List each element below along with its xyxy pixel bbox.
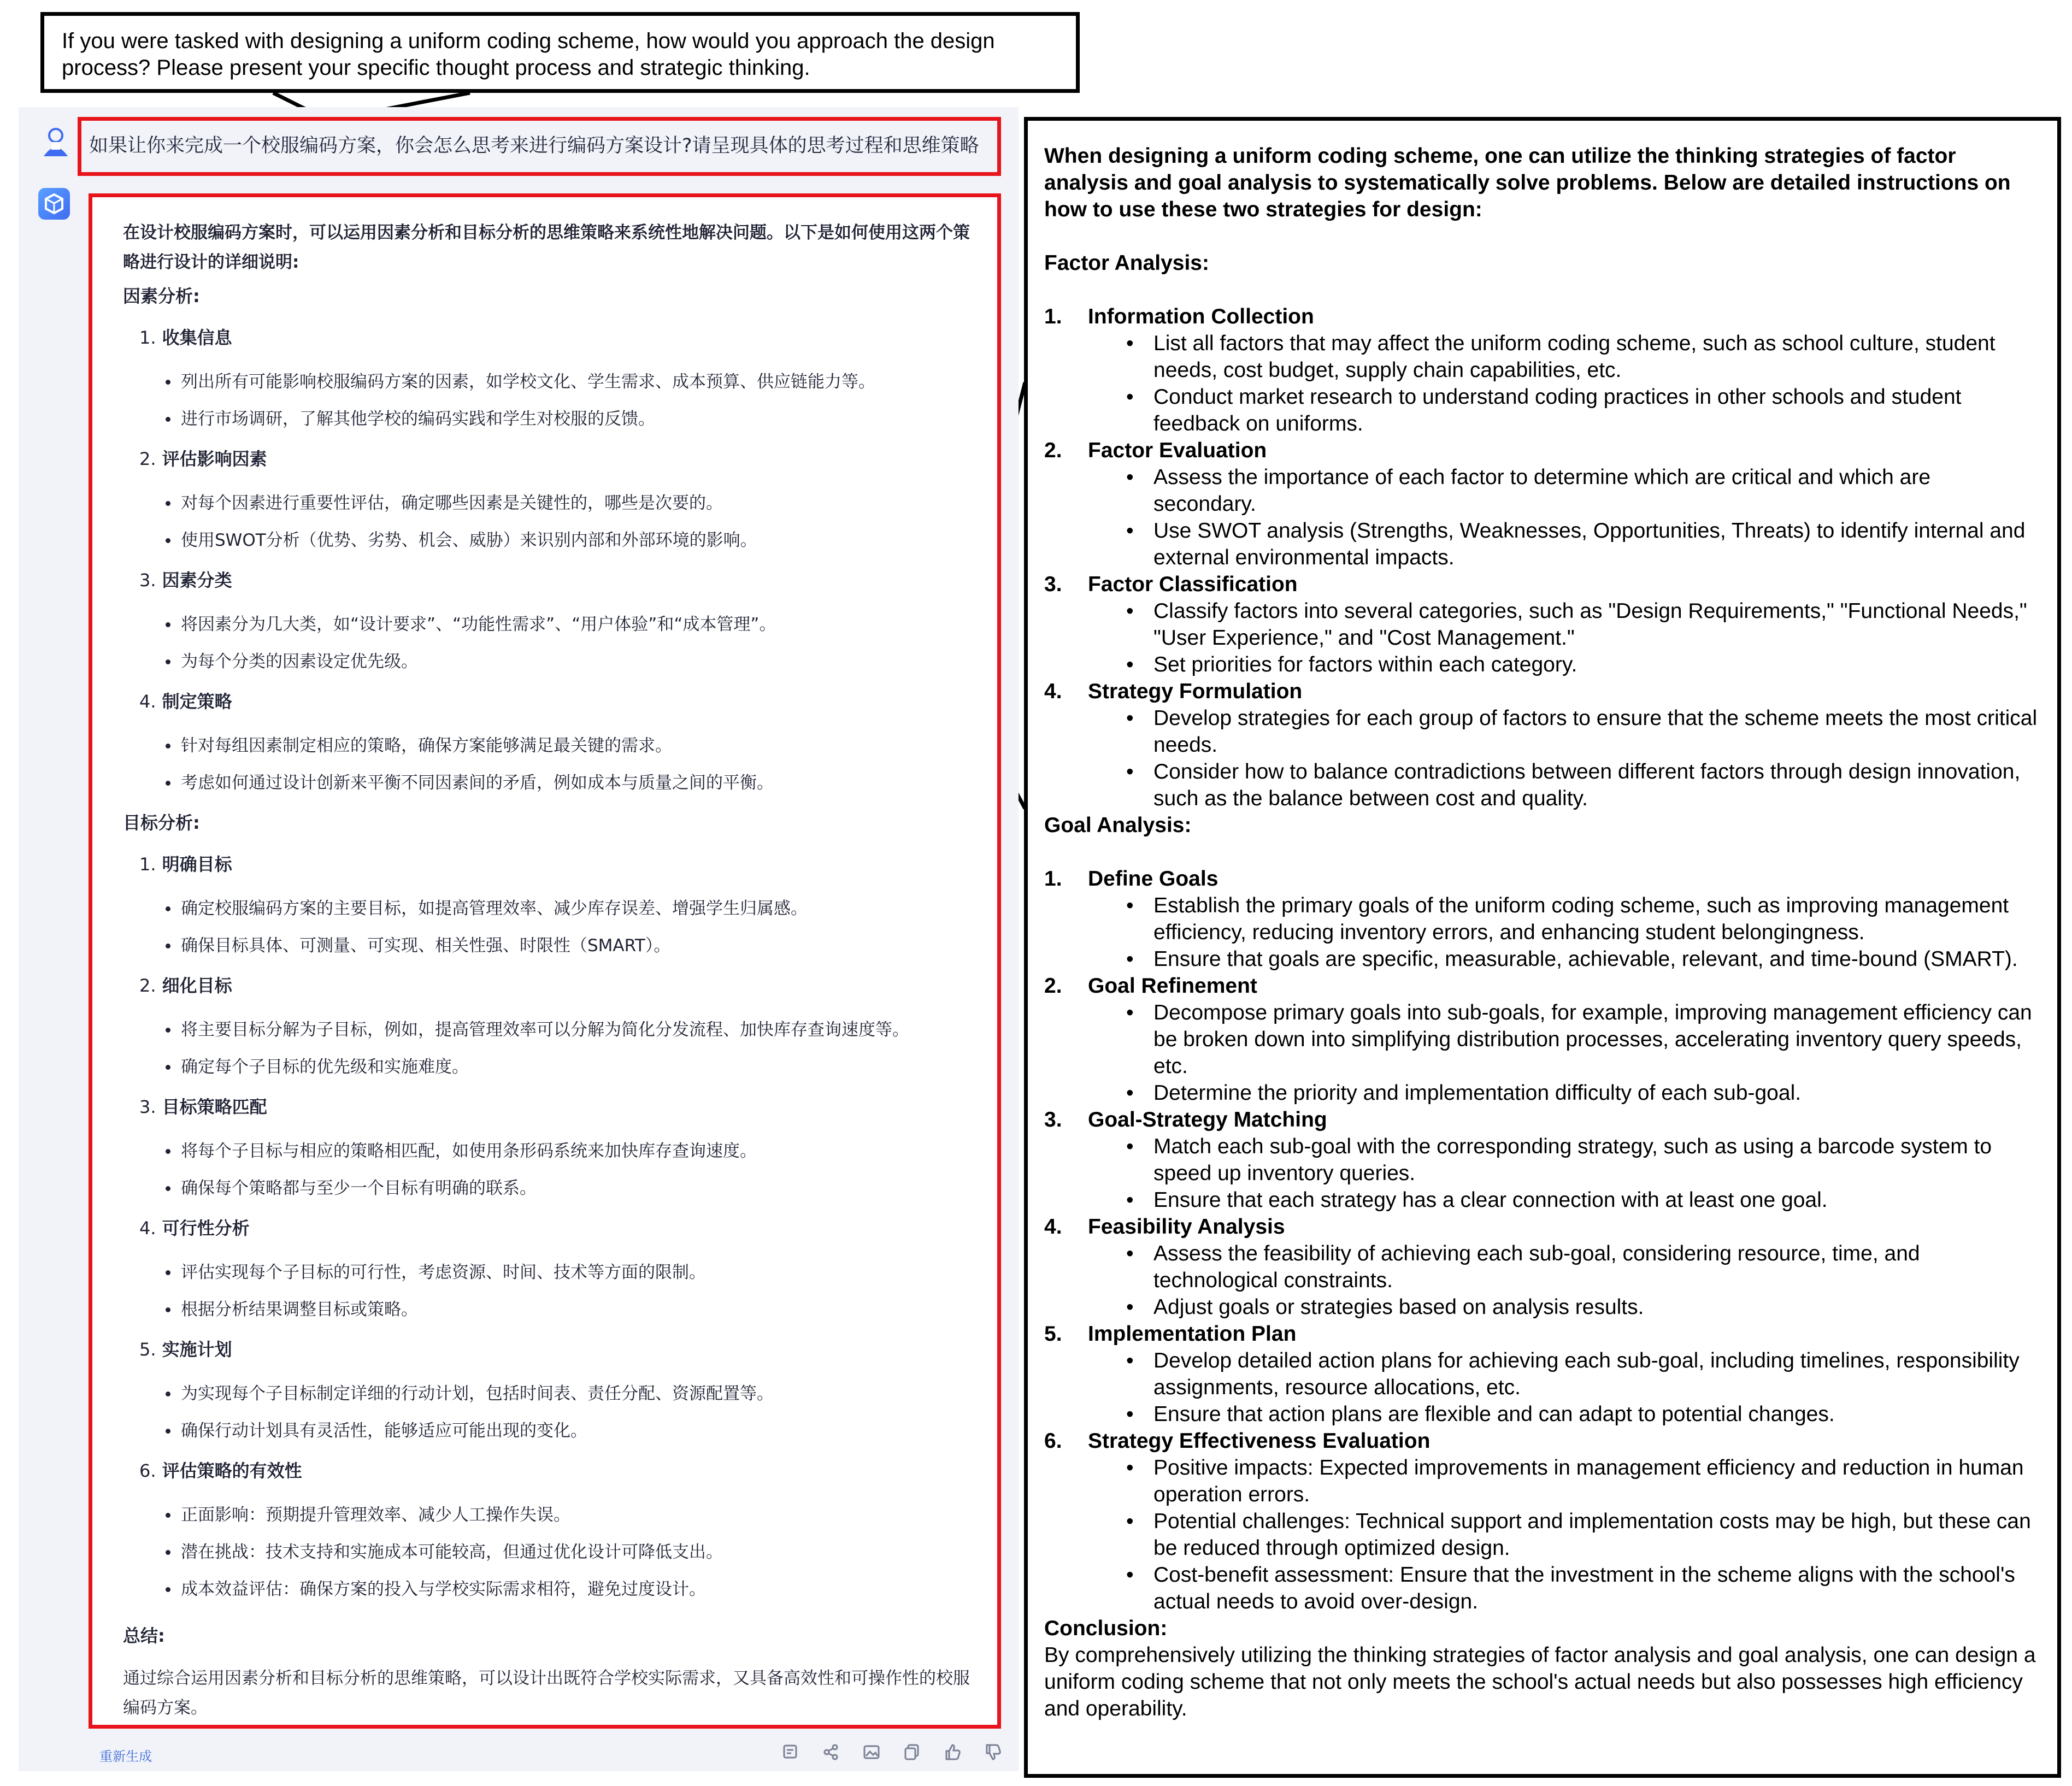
answer-item-number: 5. — [139, 1339, 156, 1360]
answer-item-title — [139, 851, 976, 876]
english-item-title — [1044, 571, 2039, 598]
answer-item-number: 1. — [139, 327, 156, 348]
answer-item-label: 因素分类 — [162, 570, 232, 591]
english-bullet-list — [1044, 1240, 2039, 1321]
english-bullet-list — [1044, 1454, 2039, 1615]
answer-bullet: 确定每个子目标的优先级和实施难度。 — [123, 1056, 976, 1078]
answer-item-title — [139, 567, 976, 592]
english-item-label: Factor Classification — [1088, 573, 1298, 596]
english-bullet: • Cost-benefit assessment: Ensure that the investment in the scheme aligns with the school's actual needs to avoid over-design. — [1044, 1561, 2039, 1615]
english-item-label: Strategy Effectiveness Evaluation — [1088, 1429, 1431, 1453]
answer-bullet: 根据分析结果调整目标或策略。 — [123, 1299, 976, 1321]
assistant-avatar-icon — [38, 188, 70, 220]
answer-bullet: 将主要目标分解为子目标，例如，提高管理效率可以分解为简化分发流程、加快库存查询速度等。 — [123, 1019, 976, 1041]
answer-item-title — [139, 324, 976, 349]
answer-item-label: 评估策略的有效性 — [162, 1460, 302, 1481]
english-bullet: • Match each sub-goal with the corresponding strategy, such as using a barcode system to speed up inventory queries. — [1044, 1133, 2039, 1187]
english-item-number: 1. — [1044, 867, 1062, 891]
answer-bullet: 潜在挑战：技术支持和实施成本可能较高，但通过优化设计可降低支出。 — [123, 1541, 976, 1563]
english-item-number: 1. — [1044, 305, 1062, 328]
english-intro: When designing a uniform coding scheme, one can utilize the thinking strategies of factor analysis and goal analysis to systematically solve problems. Below are detailed instructions on how to use these two strategies for design: — [1044, 144, 2011, 221]
english-bullet-list — [1044, 705, 2039, 812]
english-bullet: • Set priorities for factors within each category. — [1044, 651, 2039, 678]
answer-item-number: 6. — [139, 1460, 156, 1481]
english-item-label: Define Goals — [1088, 867, 1219, 891]
english-item-number: 4. — [1044, 680, 1062, 703]
english-item-number: 3. — [1044, 1108, 1062, 1131]
answer-item-title — [139, 1215, 976, 1240]
answer-bullet-list — [123, 1383, 976, 1442]
cube-icon — [38, 188, 70, 220]
english-bullet: • Conduct market research to understand coding practices in other schools and student feedback on uniforms. — [1044, 384, 2039, 437]
answer-item-label: 可行性分析 — [162, 1218, 250, 1239]
user-avatar-icon — [42, 126, 70, 157]
answer-bullet-list — [123, 1504, 976, 1600]
english-item-label: Feasibility Analysis — [1088, 1215, 1285, 1239]
answer-bullet: 为实现每个子目标制定详细的行动计划，包括时间表、责任分配、资源配置等。 — [123, 1383, 976, 1405]
english-bullet: • Positive impacts: Expected improvements in management efficiency and reduction in human operation errors. — [1044, 1454, 2039, 1508]
answer-item-number: 1. — [139, 854, 156, 875]
english-item-title — [1044, 678, 2039, 705]
english-bullet: • Develop strategies for each group of factors to ensure that the scheme meets the most critical needs. — [1044, 705, 2039, 758]
english-item-label: Goal-Strategy Matching — [1088, 1108, 1327, 1131]
english-bullet: • Use SWOT analysis (Strengths, Weaknesses, Opportunities, Threats) to identify internal and external environmental impacts. — [1044, 517, 2039, 571]
image-icon[interactable] — [862, 1743, 881, 1761]
answer-bullet: 将因素分为几大类，如“设计要求”、“功能性需求”、“用户体验”和“成本管理”。 — [123, 614, 976, 635]
share-icon[interactable] — [822, 1743, 840, 1761]
answer-bullet: 正面影响：预期提升管理效率、减少人工操作失误。 — [123, 1504, 976, 1526]
answer-bullet-list — [123, 1262, 976, 1321]
answer-bullet: 成本效益评估：确保方案的投入与学校实际需求相符，避免过度设计。 — [123, 1578, 976, 1600]
english-factor-items — [1044, 303, 2039, 812]
english-item-number: 3. — [1044, 573, 1062, 596]
english-goal-items — [1044, 865, 2039, 1615]
english-bullet: • Classify factors into several categories, such as "Design Requirements," "Functional Needs," "User Experience," and "Cost Management." — [1044, 598, 2039, 651]
english-bullet-list — [1044, 464, 2039, 571]
answer-item-number: 2. — [139, 975, 156, 996]
answer-item-number: 2. — [139, 449, 156, 469]
answer-bullet: 列出所有可能影响校服编码方案的因素，如学校文化、学生需求、成本预算、供应链能力等。 — [123, 371, 976, 393]
answer-item-label: 收集信息 — [162, 327, 232, 348]
factor-items — [123, 324, 976, 794]
thumbs-up-icon[interactable] — [943, 1743, 962, 1761]
english-item-title — [1044, 865, 2039, 892]
english-bullet: • List all factors that may affect the uniform coding scheme, such as school culture, student needs, cost budget, supply chain capabilities, etc. — [1044, 330, 2039, 384]
english-bullet-list — [1044, 598, 2039, 678]
goal-items — [123, 851, 976, 1600]
summary-title: 总结: — [123, 1625, 165, 1646]
user-message-bubble — [78, 117, 1001, 176]
answer-bullet: 对每个因素进行重要性评估，确定哪些因素是关键性的，哪些是次要的。 — [123, 492, 976, 514]
english-bullet-list — [1044, 892, 2039, 972]
factor-section-title: 因素分析: — [123, 286, 200, 306]
english-item-number: 5. — [1044, 1322, 1062, 1346]
english-item-number: 4. — [1044, 1215, 1062, 1239]
answer-item-number: 4. — [139, 691, 156, 712]
answer-bullet-list — [123, 614, 976, 673]
english-answer-box — [1024, 117, 2061, 1778]
answer-bullet: 将每个子目标与相应的策略相匹配，如使用条形码系统来加快库存查询速度。 — [123, 1140, 976, 1162]
english-item-label: Implementation Plan — [1088, 1322, 1297, 1346]
english-bullet: • Decompose primary goals into sub-goals, for example, improving management efficiency can be broken down into simplifying distribution processes, accelerating inventory query speeds, etc. — [1044, 999, 2039, 1080]
english-bullet: • Potential challenges: Technical support and implementation costs may be high, but these can be reduced through optimized design. — [1044, 1508, 2039, 1561]
answer-item-title — [139, 972, 976, 997]
message-action-bar — [781, 1738, 1011, 1766]
english-conclusion-text: By comprehensively utilizing the thinking strategies of factor analysis and goal analysis, one can design a uniform coding scheme that not only meets the school's actual needs but also possesses high efficiency and operability. — [1044, 1643, 2036, 1720]
answer-bullet: 评估实现每个子目标的可行性，考虑资源、时间、技术等方面的限制。 — [123, 1262, 976, 1283]
english-question-text: If you were tasked with designing a uniform coding scheme, how would you approach the design process? Please present your specific thought process and strategic thinking. — [62, 29, 995, 80]
english-item-title — [1044, 1106, 2039, 1133]
answer-bullet: 针对每组因素制定相应的策略，确保方案能够满足最关键的需求。 — [123, 735, 976, 757]
answer-item-number: 4. — [139, 1218, 156, 1239]
english-bullet-list — [1044, 330, 2039, 437]
answer-bullet-list — [123, 371, 976, 430]
answer-item-number: 3. — [139, 570, 156, 591]
assistant-answer-box — [89, 193, 1001, 1729]
answer-item-label: 制定策略 — [162, 691, 232, 712]
answer-bullet: 确定校服编码方案的主要目标，如提高管理效率、减少库存误差、增强学生归属感。 — [123, 898, 976, 919]
english-item-number: 2. — [1044, 439, 1062, 462]
answer-intro: 在设计校服编码方案时，可以运用因素分析和目标分析的思维策略来系统性地解决问题。以下是如何使用这两个策略进行设计的详细说明: — [123, 223, 970, 272]
answer-bullet: 进行市场调研，了解其他学校的编码实践和学生对校服的反馈。 — [123, 408, 976, 430]
answer-bullet: 使用SWOT分析（优势、劣势、机会、威胁）来识别内部和外部环境的影响。 — [123, 529, 976, 551]
english-bullet: • Assess the feasibility of achieving each sub-goal, considering resource, time, and technological constraints. — [1044, 1240, 2039, 1294]
answer-item-title — [139, 688, 976, 713]
summary-text: 通过综合运用因素分析和目标分析的思维策略，可以设计出既符合学校实际需求，又具备高效性和可操作性的校服编码方案。 — [123, 1669, 970, 1718]
english-item-title — [1044, 1428, 2039, 1454]
answer-bullet: 确保目标具体、可测量、可实现、相关性强、时限性（SMART）。 — [123, 935, 976, 957]
answer-bullet-list — [123, 898, 976, 957]
answer-bullet: 确保行动计划具有灵活性，能够适应可能出现的变化。 — [123, 1420, 976, 1442]
english-item-title — [1044, 1321, 2039, 1347]
answer-item-number: 3. — [139, 1097, 156, 1117]
duplicate-icon[interactable] — [903, 1743, 921, 1761]
answer-item-label: 评估影响因素 — [162, 449, 267, 469]
english-question-box — [40, 12, 1080, 93]
english-factor-title: Factor Analysis: — [1044, 251, 1209, 275]
english-bullet: • Ensure that each strategy has a clear connection with at least one goal. — [1044, 1187, 2039, 1213]
english-bullet: • Adjust goals or strategies based on analysis results. — [1044, 1294, 2039, 1321]
english-goal-title: Goal Analysis: — [1044, 814, 1192, 837]
english-item-title — [1044, 1213, 2039, 1240]
answer-item-label: 细化目标 — [162, 975, 232, 996]
goal-section-title: 目标分析: — [123, 812, 200, 833]
english-item-label: Information Collection — [1088, 305, 1314, 328]
english-item-title — [1044, 972, 2039, 999]
english-bullet: • Establish the primary goals of the uniform coding scheme, such as improving management efficiency, reducing inventory errors, and enhancing student belongingness. — [1044, 892, 2039, 946]
english-bullet-list — [1044, 1133, 2039, 1213]
english-item-label: Goal Refinement — [1088, 974, 1257, 998]
answer-bullet-list — [123, 735, 976, 794]
answer-item-title — [139, 445, 976, 470]
english-bullet-list — [1044, 1347, 2039, 1428]
answer-bullet-list — [123, 1019, 976, 1078]
english-bullet-list — [1044, 999, 2039, 1106]
english-bullet: • Develop detailed action plans for achieving each sub-goal, including timelines, responsibility assignments, resource allocations, etc. — [1044, 1347, 2039, 1401]
answer-item-title — [139, 1457, 976, 1482]
english-bullet: • Assess the importance of each factor to determine which are critical and which are secondary. — [1044, 464, 2039, 517]
english-item-label: Factor Evaluation — [1088, 439, 1267, 462]
english-item-label: Strategy Formulation — [1088, 680, 1303, 703]
answer-bullet-list — [123, 492, 976, 551]
answer-bullet-list — [123, 1140, 976, 1199]
english-bullet: • Determine the priority and implementation difficulty of each sub-goal. — [1044, 1080, 2039, 1106]
answer-item-label: 目标策略匹配 — [162, 1097, 267, 1117]
answer-item-label: 实施计划 — [162, 1339, 232, 1360]
english-item-number: 6. — [1044, 1429, 1062, 1453]
english-bullet: • Ensure that action plans are flexible and can adapt to potential changes. — [1044, 1401, 2039, 1428]
english-item-title — [1044, 437, 2039, 464]
english-conclusion-title: Conclusion: — [1044, 1617, 1168, 1640]
copy-icon[interactable] — [781, 1743, 800, 1761]
answer-item-label: 明确目标 — [162, 854, 232, 875]
user-message-text: 如果让你来完成一个校服编码方案，你会怎么思考来进行编码方案设计?请呈现具体的思考过程和思维策略 — [89, 135, 979, 157]
english-bullet: • Ensure that goals are specific, measurable, achievable, relevant, and time-bound (SMART). — [1044, 946, 2039, 972]
answer-bullet: 确保每个策略都与至少一个目标有明确的联系。 — [123, 1177, 976, 1199]
regenerate-button[interactable]: 重新生成 — [99, 1749, 152, 1764]
english-bullet: • Consider how to balance contradictions between different factors through design innovation, such as the balance between cost and quality. — [1044, 758, 2039, 812]
answer-item-title — [139, 1093, 976, 1118]
answer-item-title — [139, 1336, 976, 1361]
answer-bullet: 考虑如何通过设计创新来平衡不同因素间的矛盾，例如成本与质量之间的平衡。 — [123, 772, 976, 794]
answer-bullet: 为每个分类的因素设定优先级。 — [123, 651, 976, 673]
thumbs-down-icon[interactable] — [984, 1743, 1002, 1761]
english-item-number: 2. — [1044, 974, 1062, 998]
english-item-title — [1044, 303, 2039, 330]
